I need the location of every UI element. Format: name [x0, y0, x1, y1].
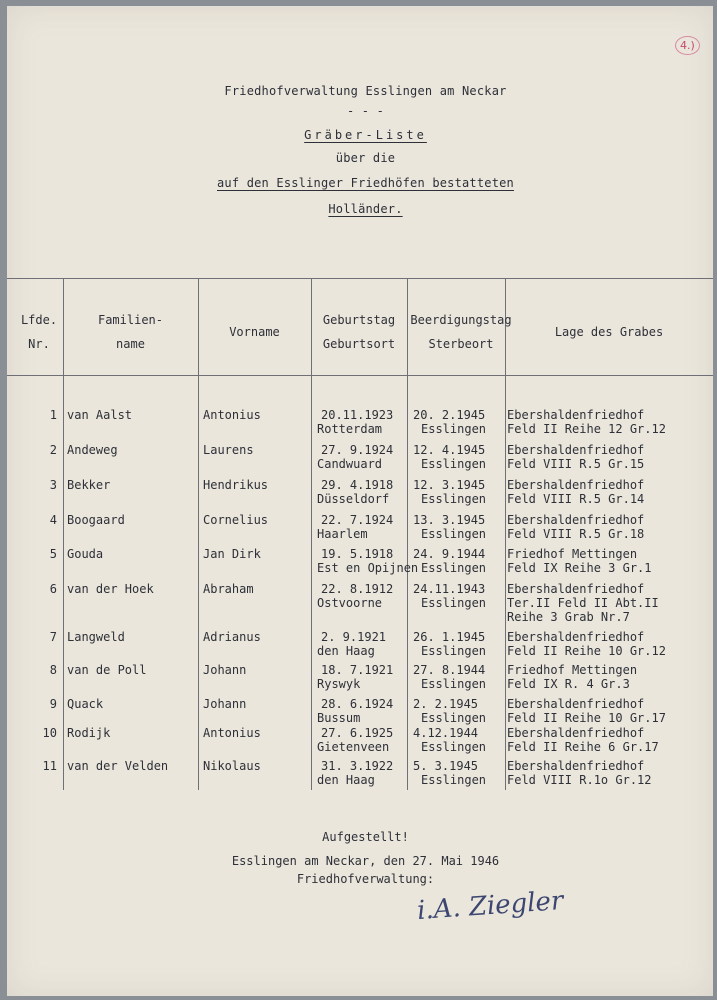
death-place: Esslingen	[421, 596, 487, 610]
death-place: Esslingen	[421, 457, 487, 471]
death-place: Esslingen	[421, 677, 487, 691]
grave-location: Friedhof Mettingen	[507, 663, 638, 677]
birth-date: 31. 3.1922	[321, 759, 394, 773]
grave-location: Feld II Reihe 10 Gr.12	[507, 644, 666, 658]
row-number: 11	[42, 759, 57, 773]
birth-place: Rotterdam	[317, 422, 383, 436]
first-name: Jan Dirk	[203, 547, 261, 561]
family-name: van Aalst	[67, 408, 133, 422]
first-name: Hendrikus	[203, 478, 269, 492]
footer-drawn-up: Aufgestellt!	[322, 830, 409, 844]
family-name: Rodijk	[67, 726, 111, 740]
family-name: Bekker	[67, 478, 111, 492]
column-divider	[198, 278, 199, 790]
burial-date: 13. 3.1945	[413, 513, 486, 527]
burial-date: 26. 1.1945	[413, 630, 486, 644]
separator-dashes: - - -	[346, 104, 385, 118]
row-number: 6	[49, 582, 57, 596]
row-number: 7	[49, 630, 57, 644]
row-number: 4	[49, 513, 57, 527]
birth-place: den Haag	[317, 644, 375, 658]
column-header-lage: Lage des Grabes	[554, 325, 664, 339]
grave-location: Ebershaldenfriedhof	[507, 726, 645, 740]
first-name: Antonius	[203, 408, 261, 422]
burial-date: 20. 2.1945	[413, 408, 486, 422]
first-name: Abraham	[203, 582, 254, 596]
footer-place-date: Esslingen am Neckar, den 27. Mai 1946	[231, 854, 500, 868]
column-header-familienname: Familien- name	[97, 313, 164, 351]
handwritten-signature: i.A. Ziegler	[416, 885, 565, 927]
death-place: Esslingen	[421, 492, 487, 506]
death-place: Esslingen	[421, 773, 487, 787]
grave-location: Ebershaldenfriedhof	[507, 582, 645, 596]
family-name: van de Poll	[67, 663, 147, 677]
burial-date: 12. 4.1945	[413, 443, 486, 457]
family-name: Gouda	[67, 547, 104, 561]
first-name: Johann	[203, 663, 247, 677]
grave-location: Reihe 3 Grab Nr.7	[507, 610, 630, 624]
row-number: 9	[49, 697, 57, 711]
family-name: van der Hoek	[67, 582, 154, 596]
burial-date: 27. 8.1944	[413, 663, 486, 677]
footer-office: Friedhofverwaltung:	[296, 872, 435, 886]
burial-date: 2. 2.1945	[413, 697, 479, 711]
grave-location: Friedhof Mettingen	[507, 547, 638, 561]
first-name: Johann	[203, 697, 247, 711]
birth-date: 27. 9.1924	[321, 443, 394, 457]
burial-date: 12. 3.1945	[413, 478, 486, 492]
birth-place: Candwuard	[317, 457, 383, 471]
grave-location: Feld II Reihe 10 Gr.17	[507, 711, 666, 725]
birth-place: Ryswyk	[317, 677, 361, 691]
family-name: Quack	[67, 697, 104, 711]
column-header-vorname: Vorname	[229, 325, 280, 339]
death-place: Esslingen	[421, 711, 487, 725]
death-place: Esslingen	[421, 740, 487, 754]
grave-location: Ebershaldenfriedhof	[507, 478, 645, 492]
burial-date: 24. 9.1944	[413, 547, 486, 561]
grave-location: Ebershaldenfriedhof	[507, 513, 645, 527]
subtitle-line-2: auf den Esslinger Friedhöfen bestatteten	[217, 176, 514, 190]
grave-location: Ebershaldenfriedhof	[507, 630, 645, 644]
grave-location: Ebershaldenfriedhof	[507, 408, 645, 422]
birth-place: Düsseldorf	[317, 492, 390, 506]
row-number: 5	[49, 547, 57, 561]
first-name: Laurens	[203, 443, 254, 457]
first-name: Cornelius	[203, 513, 269, 527]
grave-location: Feld VIII R.1o Gr.12	[507, 773, 652, 787]
birth-place: Gietenveen	[317, 740, 390, 754]
row-number: 3	[49, 478, 57, 492]
birth-date: 27. 6.1925	[321, 726, 394, 740]
birth-date: 22. 8.1912	[321, 582, 394, 596]
first-name: Antonius	[203, 726, 261, 740]
grave-location: Ebershaldenfriedhof	[507, 759, 645, 773]
death-place: Esslingen	[421, 422, 487, 436]
grave-location: Feld VIII R.5 Gr.14	[507, 492, 645, 506]
first-name: Nikolaus	[203, 759, 261, 773]
grave-location: Feld VIII R.5 Gr.18	[507, 527, 645, 541]
document-page	[7, 6, 713, 996]
grave-location: Feld II Reihe 12 Gr.12	[507, 422, 666, 436]
grave-location: Ter.II Feld II Abt.II	[507, 596, 659, 610]
table-header-rule	[7, 375, 713, 376]
column-header-lfde: Lfde. Nr.	[20, 313, 58, 351]
birth-place: Est en Opijnen	[317, 561, 419, 575]
death-place: Esslingen	[421, 644, 487, 658]
column-header-beerdigung: Beerdigungstag Sterbeort	[410, 313, 512, 351]
birth-date: 22. 7.1924	[321, 513, 394, 527]
birth-date: 29. 4.1918	[321, 478, 394, 492]
burial-date: 4.12.1944	[413, 726, 479, 740]
grave-location: Feld IX R. 4 Gr.3	[507, 677, 630, 691]
first-name: Adrianus	[203, 630, 261, 644]
table-top-rule	[7, 278, 713, 279]
birth-place: den Haag	[317, 773, 375, 787]
family-name: Boogaard	[67, 513, 125, 527]
death-place: Esslingen	[421, 527, 487, 541]
family-name: van der Velden	[67, 759, 169, 773]
grave-location: Ebershaldenfriedhof	[507, 697, 645, 711]
family-name: Andeweg	[67, 443, 118, 457]
birth-place: Bussum	[317, 711, 361, 725]
death-place: Esslingen	[421, 561, 487, 575]
grave-location: Ebershaldenfriedhof	[507, 443, 645, 457]
family-name: Langweld	[67, 630, 125, 644]
birth-place: Haarlem	[317, 527, 368, 541]
row-number: 1	[49, 408, 57, 422]
document-title: Gräber-Liste	[304, 128, 427, 142]
column-header-geburt: Geburtstag Geburtsort	[322, 313, 396, 351]
row-number: 8	[49, 663, 57, 677]
grave-location: Feld II Reihe 6 Gr.17	[507, 740, 659, 754]
birth-date: 2. 9.1921	[321, 630, 387, 644]
subtitle-line-3: Holländer.	[328, 202, 403, 216]
birth-date: 18. 7.1921	[321, 663, 394, 677]
issuer-heading: Friedhofverwaltung Esslingen am Neckar	[224, 84, 507, 98]
page-number-stamp: 4.)	[675, 36, 700, 55]
birth-place: Ostvoorne	[317, 596, 383, 610]
burial-date: 5. 3.1945	[413, 759, 479, 773]
burial-date: 24.11.1943	[413, 582, 486, 596]
birth-date: 28. 6.1924	[321, 697, 394, 711]
row-number: 2	[49, 443, 57, 457]
birth-date: 19. 5.1918	[321, 547, 394, 561]
grave-location: Feld IX Reihe 3 Gr.1	[507, 561, 652, 575]
row-number: 10	[42, 726, 57, 740]
subtitle-line-1: über die	[335, 151, 396, 165]
grave-location: Feld VIII R.5 Gr.15	[507, 457, 645, 471]
birth-date: 20.11.1923	[321, 408, 394, 422]
